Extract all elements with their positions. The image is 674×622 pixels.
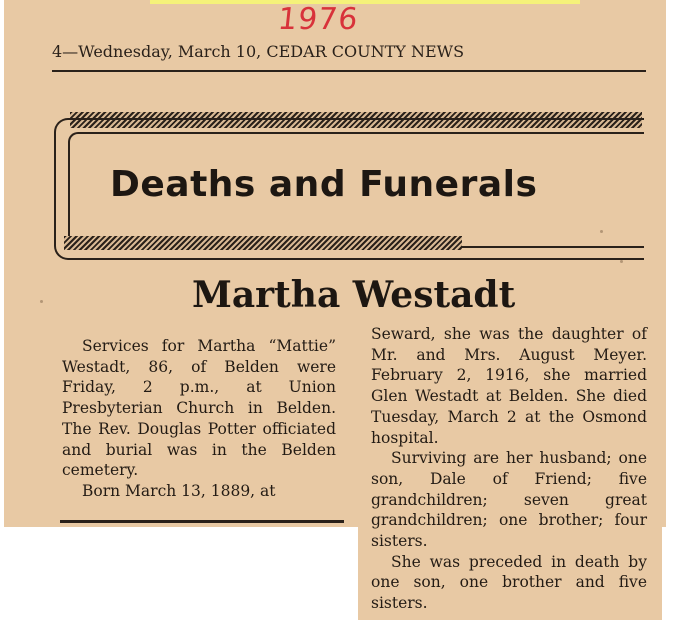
obituary-name: Martha Westadt [192,274,516,316]
obituary-left-column [62,336,336,502]
paper-speck [600,230,603,233]
page-header: 4—Wednesday, March 10, CEDAR COUNTY NEWS [52,42,465,61]
handwritten-year: 1976 [276,2,361,37]
paper-speck [40,300,43,303]
box-hatch-bottom [64,236,462,250]
paragraph: Surviving are her husband; one son, Dale of Friend; five grandchildren; seven great grandchildren; one brother; four sisters. [371,449,647,551]
obituary-right-column [371,324,647,614]
paragraph: Seward, she was the daughter of Mr. and Mrs. August Meyer. February 2, 1916, she married Glen Westadt at Belden. She died Tuesday, March 2 at the Osmond hospital. [371,325,647,447]
section-title: Deaths and Funerals [110,164,538,205]
paragraph: Born March 13, 1889, at [82,481,276,500]
paragraph: Services for Martha “Mattie” Westadt, 86, of Belden were Friday, 2 p.m., at Union Presbyterian Church in Belden. The Rev. Douglas Potter officiated and burial was in the Belden cemetery. [62,337,336,480]
column-end-rule [60,520,344,523]
paper-speck [620,260,623,263]
tape-edge [150,0,580,4]
paragraph: She was preceded in death by one son, one brother and five sisters. [371,552,647,613]
header-rule [52,70,646,72]
